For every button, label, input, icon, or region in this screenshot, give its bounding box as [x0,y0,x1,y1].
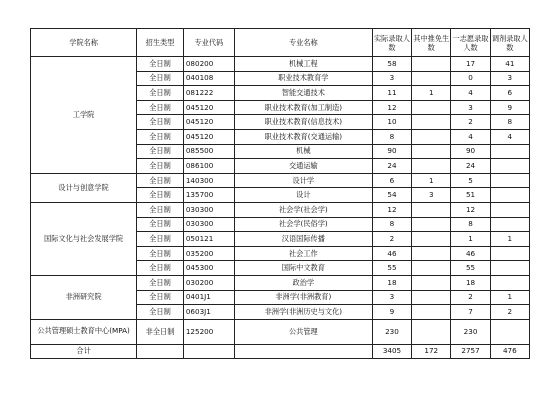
exempt-cell: 3 [412,188,451,203]
adjust-cell: 3 [490,71,529,86]
first-cell: 2 [451,290,490,305]
adjust-cell: 4 [490,129,529,144]
type-cell: 全日制 [137,305,184,320]
first-cell: 90 [451,144,490,159]
adjust-cell: 8 [490,115,529,130]
major-cell: 职业技术教育(交通运输) [234,129,372,144]
code-cell: 050121 [183,232,234,247]
actual-cell: 18 [372,275,411,290]
exempt-cell [412,290,451,305]
code-cell: 080200 [183,57,234,72]
total-actual: 3405 [372,344,411,359]
college-name-cell: 公共管理硕士教育中心(MPA) [31,319,137,344]
major-cell: 职业技术教育(信息技术) [234,115,372,130]
total-empty-cell [183,344,234,359]
major-cell: 公共管理 [234,319,372,344]
first-cell: 8 [451,217,490,232]
code-cell: 030300 [183,202,234,217]
first-cell: 12 [451,202,490,217]
exempt-cell [412,319,451,344]
exempt-cell [412,232,451,247]
major-cell: 政治学 [234,275,372,290]
code-cell: 086100 [183,159,234,174]
first-cell: 46 [451,246,490,261]
actual-cell: 10 [372,115,411,130]
college-name-cell: 非洲研究院 [31,275,137,319]
actual-cell: 3 [372,290,411,305]
code-cell: 035200 [183,246,234,261]
code-cell: 085500 [183,144,234,159]
code-cell: 0603J1 [183,305,234,320]
exempt-cell [412,305,451,320]
major-cell: 设计 [234,188,372,203]
actual-cell: 12 [372,202,411,217]
code-cell: 040108 [183,71,234,86]
first-cell: 17 [451,57,490,72]
first-cell: 7 [451,305,490,320]
exempt-cell [412,202,451,217]
code-cell: 140300 [183,173,234,188]
type-cell: 全日制 [137,129,184,144]
first-cell: 1 [451,232,490,247]
exempt-cell: 1 [412,173,451,188]
adjust-cell [490,246,529,261]
header-type: 招生类型 [137,29,184,57]
major-cell: 设计学 [234,173,372,188]
actual-cell: 55 [372,261,411,276]
actual-cell: 2 [372,232,411,247]
type-cell: 全日制 [137,115,184,130]
exempt-cell [412,57,451,72]
major-cell: 社会工作 [234,246,372,261]
header-actual: 实际录取人数 [372,29,411,57]
adjust-cell [490,159,529,174]
type-cell: 全日制 [137,159,184,174]
header-adjust: 调剂录取人数 [490,29,529,57]
header-college: 学院名称 [31,29,137,57]
table-body [31,57,530,345]
actual-cell: 58 [372,57,411,72]
adjust-cell: 1 [490,290,529,305]
type-cell: 全日制 [137,217,184,232]
header-code: 专业代码 [183,29,234,57]
total-empty-cell [234,344,372,359]
first-cell: 230 [451,319,490,344]
code-cell: 135700 [183,188,234,203]
first-cell: 3 [451,100,490,115]
header-exempt: 其中推免生数 [412,29,451,57]
total-row [31,344,530,359]
actual-cell: 3 [372,71,411,86]
type-cell: 全日制 [137,261,184,276]
code-cell: 045120 [183,115,234,130]
major-cell: 机械工程 [234,57,372,72]
actual-cell: 46 [372,246,411,261]
adjust-cell [490,261,529,276]
actual-cell: 12 [372,100,411,115]
adjust-cell [490,202,529,217]
adjust-cell [490,144,529,159]
adjust-cell: 2 [490,305,529,320]
exempt-cell [412,100,451,115]
first-cell: 24 [451,159,490,174]
type-cell: 全日制 [137,71,184,86]
exempt-cell [412,261,451,276]
actual-cell: 8 [372,217,411,232]
code-cell: 030300 [183,217,234,232]
actual-cell: 24 [372,159,411,174]
exempt-cell [412,115,451,130]
first-cell: 0 [451,71,490,86]
adjust-cell: 41 [490,57,529,72]
exempt-cell [412,159,451,174]
adjust-cell [490,173,529,188]
type-cell: 全日制 [137,275,184,290]
actual-cell: 54 [372,188,411,203]
type-cell: 全日制 [137,290,184,305]
header-major: 专业名称 [234,29,372,57]
type-cell: 全日制 [137,173,184,188]
adjust-cell: 9 [490,100,529,115]
type-cell: 非全日制 [137,319,184,344]
actual-cell: 230 [372,319,411,344]
actual-cell: 6 [372,173,411,188]
code-cell: 045120 [183,100,234,115]
total-first: 2757 [451,344,490,359]
adjust-cell [490,275,529,290]
code-cell: 030200 [183,275,234,290]
total-adjust: 476 [490,344,529,359]
adjust-cell: 6 [490,86,529,101]
first-cell: 51 [451,188,490,203]
college-name-cell: 国际文化与社会发展学院 [31,202,137,275]
total-label: 合计 [31,344,137,359]
major-cell: 国际中文教育 [234,261,372,276]
exempt-cell [412,275,451,290]
total-empty-cell [137,344,184,359]
header-row [31,29,530,57]
type-cell: 全日制 [137,188,184,203]
actual-cell: 9 [372,305,411,320]
exempt-cell [412,71,451,86]
major-cell: 社会学(社会学) [234,202,372,217]
exempt-cell [412,144,451,159]
first-cell: 5 [451,173,490,188]
first-cell: 4 [451,129,490,144]
college-name-cell: 设计与创意学院 [31,173,137,202]
adjust-cell [490,319,529,344]
first-cell: 2 [451,115,490,130]
header-first: 一志愿录取人数 [451,29,490,57]
type-cell: 全日制 [137,232,184,247]
major-cell: 汉语国际传播 [234,232,372,247]
major-cell: 机械 [234,144,372,159]
type-cell: 全日制 [137,100,184,115]
table-row [31,173,530,188]
type-cell: 全日制 [137,144,184,159]
exempt-cell: 1 [412,86,451,101]
adjust-cell [490,217,529,232]
table-row [31,275,530,290]
total-exempt: 172 [412,344,451,359]
major-cell: 智能交通技术 [234,86,372,101]
major-cell: 职业技术教育学 [234,71,372,86]
adjust-cell [490,188,529,203]
code-cell: 125200 [183,319,234,344]
major-cell: 交通运输 [234,159,372,174]
exempt-cell [412,129,451,144]
table-row [31,57,530,72]
type-cell: 全日制 [137,57,184,72]
table-row [31,202,530,217]
college-name-cell: 工学院 [31,57,137,174]
actual-cell: 90 [372,144,411,159]
type-cell: 全日制 [137,202,184,217]
code-cell: 045120 [183,129,234,144]
major-cell: 社会学(民俗学) [234,217,372,232]
actual-cell: 8 [372,129,411,144]
code-cell: 045300 [183,261,234,276]
first-cell: 18 [451,275,490,290]
admission-table [30,28,530,359]
adjust-cell: 1 [490,232,529,247]
first-cell: 55 [451,261,490,276]
major-cell: 非洲学(非洲历史与文化) [234,305,372,320]
table-row [31,319,530,344]
exempt-cell [412,246,451,261]
first-cell: 4 [451,86,490,101]
type-cell: 全日制 [137,86,184,101]
exempt-cell [412,217,451,232]
major-cell: 职业技术教育(加工制造) [234,100,372,115]
actual-cell: 11 [372,86,411,101]
type-cell: 全日制 [137,246,184,261]
major-cell: 非洲学(非洲教育) [234,290,372,305]
code-cell: 081222 [183,86,234,101]
code-cell: 0401J1 [183,290,234,305]
